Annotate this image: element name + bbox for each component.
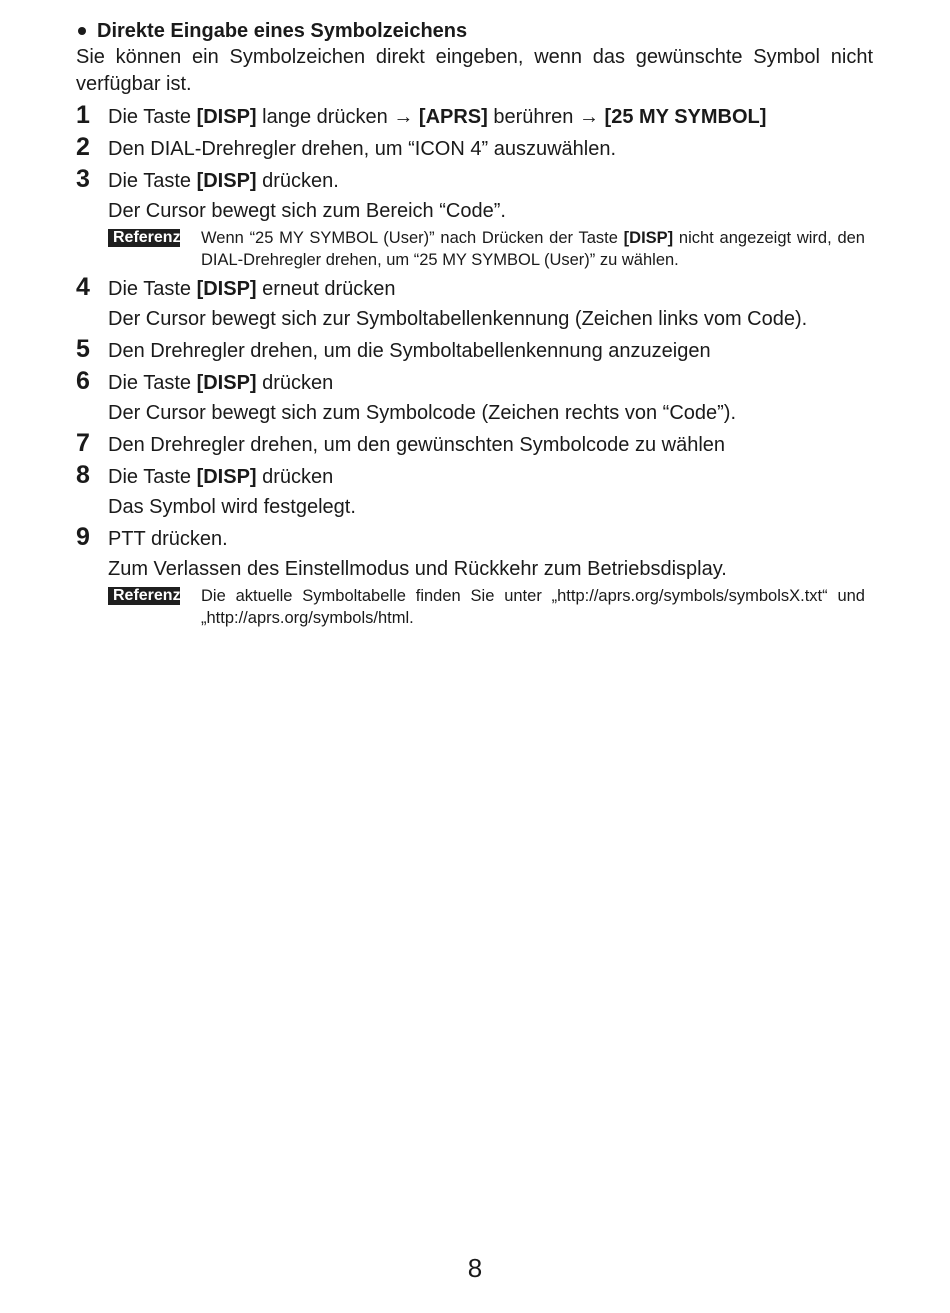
step-number: 9 bbox=[76, 523, 90, 551]
step-6 bbox=[76, 366, 873, 428]
menu-my-symbol: [25 MY SYMBOL] bbox=[604, 106, 767, 128]
step-number: 1 bbox=[76, 101, 90, 129]
bullet-icon bbox=[78, 27, 86, 35]
step-instruction: Den Drehregler drehen, um den gewünschten Symbolcode zu wählen bbox=[108, 434, 726, 456]
step-3 bbox=[76, 164, 873, 272]
key-disp: [DISP] bbox=[196, 170, 257, 192]
step-9 bbox=[76, 522, 873, 630]
key-disp: [DISP] bbox=[196, 278, 257, 300]
steps-list bbox=[76, 100, 873, 630]
section-heading bbox=[76, 18, 873, 44]
step-instruction: Die Taste [DISP] erneut drücken bbox=[108, 278, 396, 300]
step-note: Zum Verlassen des Einstellmodus und Rückkehr zum Betriebsdisplay. bbox=[108, 558, 727, 580]
reference-note bbox=[108, 227, 873, 271]
step-4 bbox=[76, 272, 873, 334]
reference-badge: Referenz bbox=[108, 587, 180, 605]
step-note: Der Cursor bewegt sich zum Bereich “Code”. bbox=[108, 200, 506, 222]
reference-badge: Referenz bbox=[108, 229, 180, 247]
step-instruction: Die Taste [DISP] drücken bbox=[108, 466, 334, 488]
step-note: Das Symbol wird festgelegt. bbox=[108, 496, 356, 518]
page-content bbox=[76, 18, 873, 630]
step-note: Der Cursor bewegt sich zum Symbolcode (Zeichen rechts von “Code”). bbox=[108, 402, 737, 424]
step-instruction: Den Drehregler drehen, um die Symboltabellenkennung anzuzeigen bbox=[108, 340, 711, 362]
section-title: Direkte Eingabe eines Symbolzeichens bbox=[97, 20, 468, 42]
step-number: 3 bbox=[76, 165, 90, 193]
step-instruction: Die Taste [DISP] drücken. bbox=[108, 170, 339, 192]
step-instruction: Den DIAL-Drehregler drehen, um “ICON 4” auszuwählen. bbox=[108, 138, 616, 160]
step-number: 2 bbox=[76, 133, 90, 161]
step-instruction: Die Taste [DISP] lange drücken → [APRS] berühren → [25 MY SYMBOL] bbox=[108, 106, 767, 128]
reference-note bbox=[108, 585, 873, 629]
reference-text: Wenn “25 MY SYMBOL (User)” nach Drücken der Taste [DISP] nicht angezeigt wird, den DIAL-Drehregler drehen, um “25 MY SYMBOL (User)” zu wählen. bbox=[201, 229, 865, 269]
step-5 bbox=[76, 334, 873, 366]
key-disp: [DISP] bbox=[196, 466, 257, 488]
step-2 bbox=[76, 132, 873, 164]
reference-text: Die aktuelle Symboltabelle finden Sie unter „http://aprs.org/symbols/symbolsX.txt“ und „http://aprs.org/symbols/html. bbox=[201, 587, 865, 627]
step-instruction: Die Taste [DISP] drücken bbox=[108, 372, 334, 394]
intro-paragraph: Sie können ein Symbolzeichen direkt eingeben, wenn das gewünschte Symbol nicht verfügbar ist. bbox=[76, 46, 873, 95]
step-number: 4 bbox=[76, 273, 90, 301]
step-note: Der Cursor bewegt sich zur Symboltabellenkennung (Zeichen links vom Code). bbox=[108, 308, 808, 330]
step-number: 6 bbox=[76, 367, 90, 395]
page-number: 8 bbox=[467, 1253, 483, 1283]
step-number: 5 bbox=[76, 335, 90, 363]
step-8 bbox=[76, 460, 873, 522]
step-7 bbox=[76, 428, 873, 460]
key-disp: [DISP] bbox=[623, 229, 674, 247]
step-1 bbox=[76, 100, 873, 132]
key-disp: [DISP] bbox=[196, 372, 257, 394]
step-instruction: PTT drücken. bbox=[108, 528, 228, 550]
step-number: 8 bbox=[76, 461, 90, 489]
step-number: 7 bbox=[76, 429, 90, 457]
key-aprs: [APRS] bbox=[418, 106, 488, 128]
key-disp: [DISP] bbox=[196, 106, 257, 128]
